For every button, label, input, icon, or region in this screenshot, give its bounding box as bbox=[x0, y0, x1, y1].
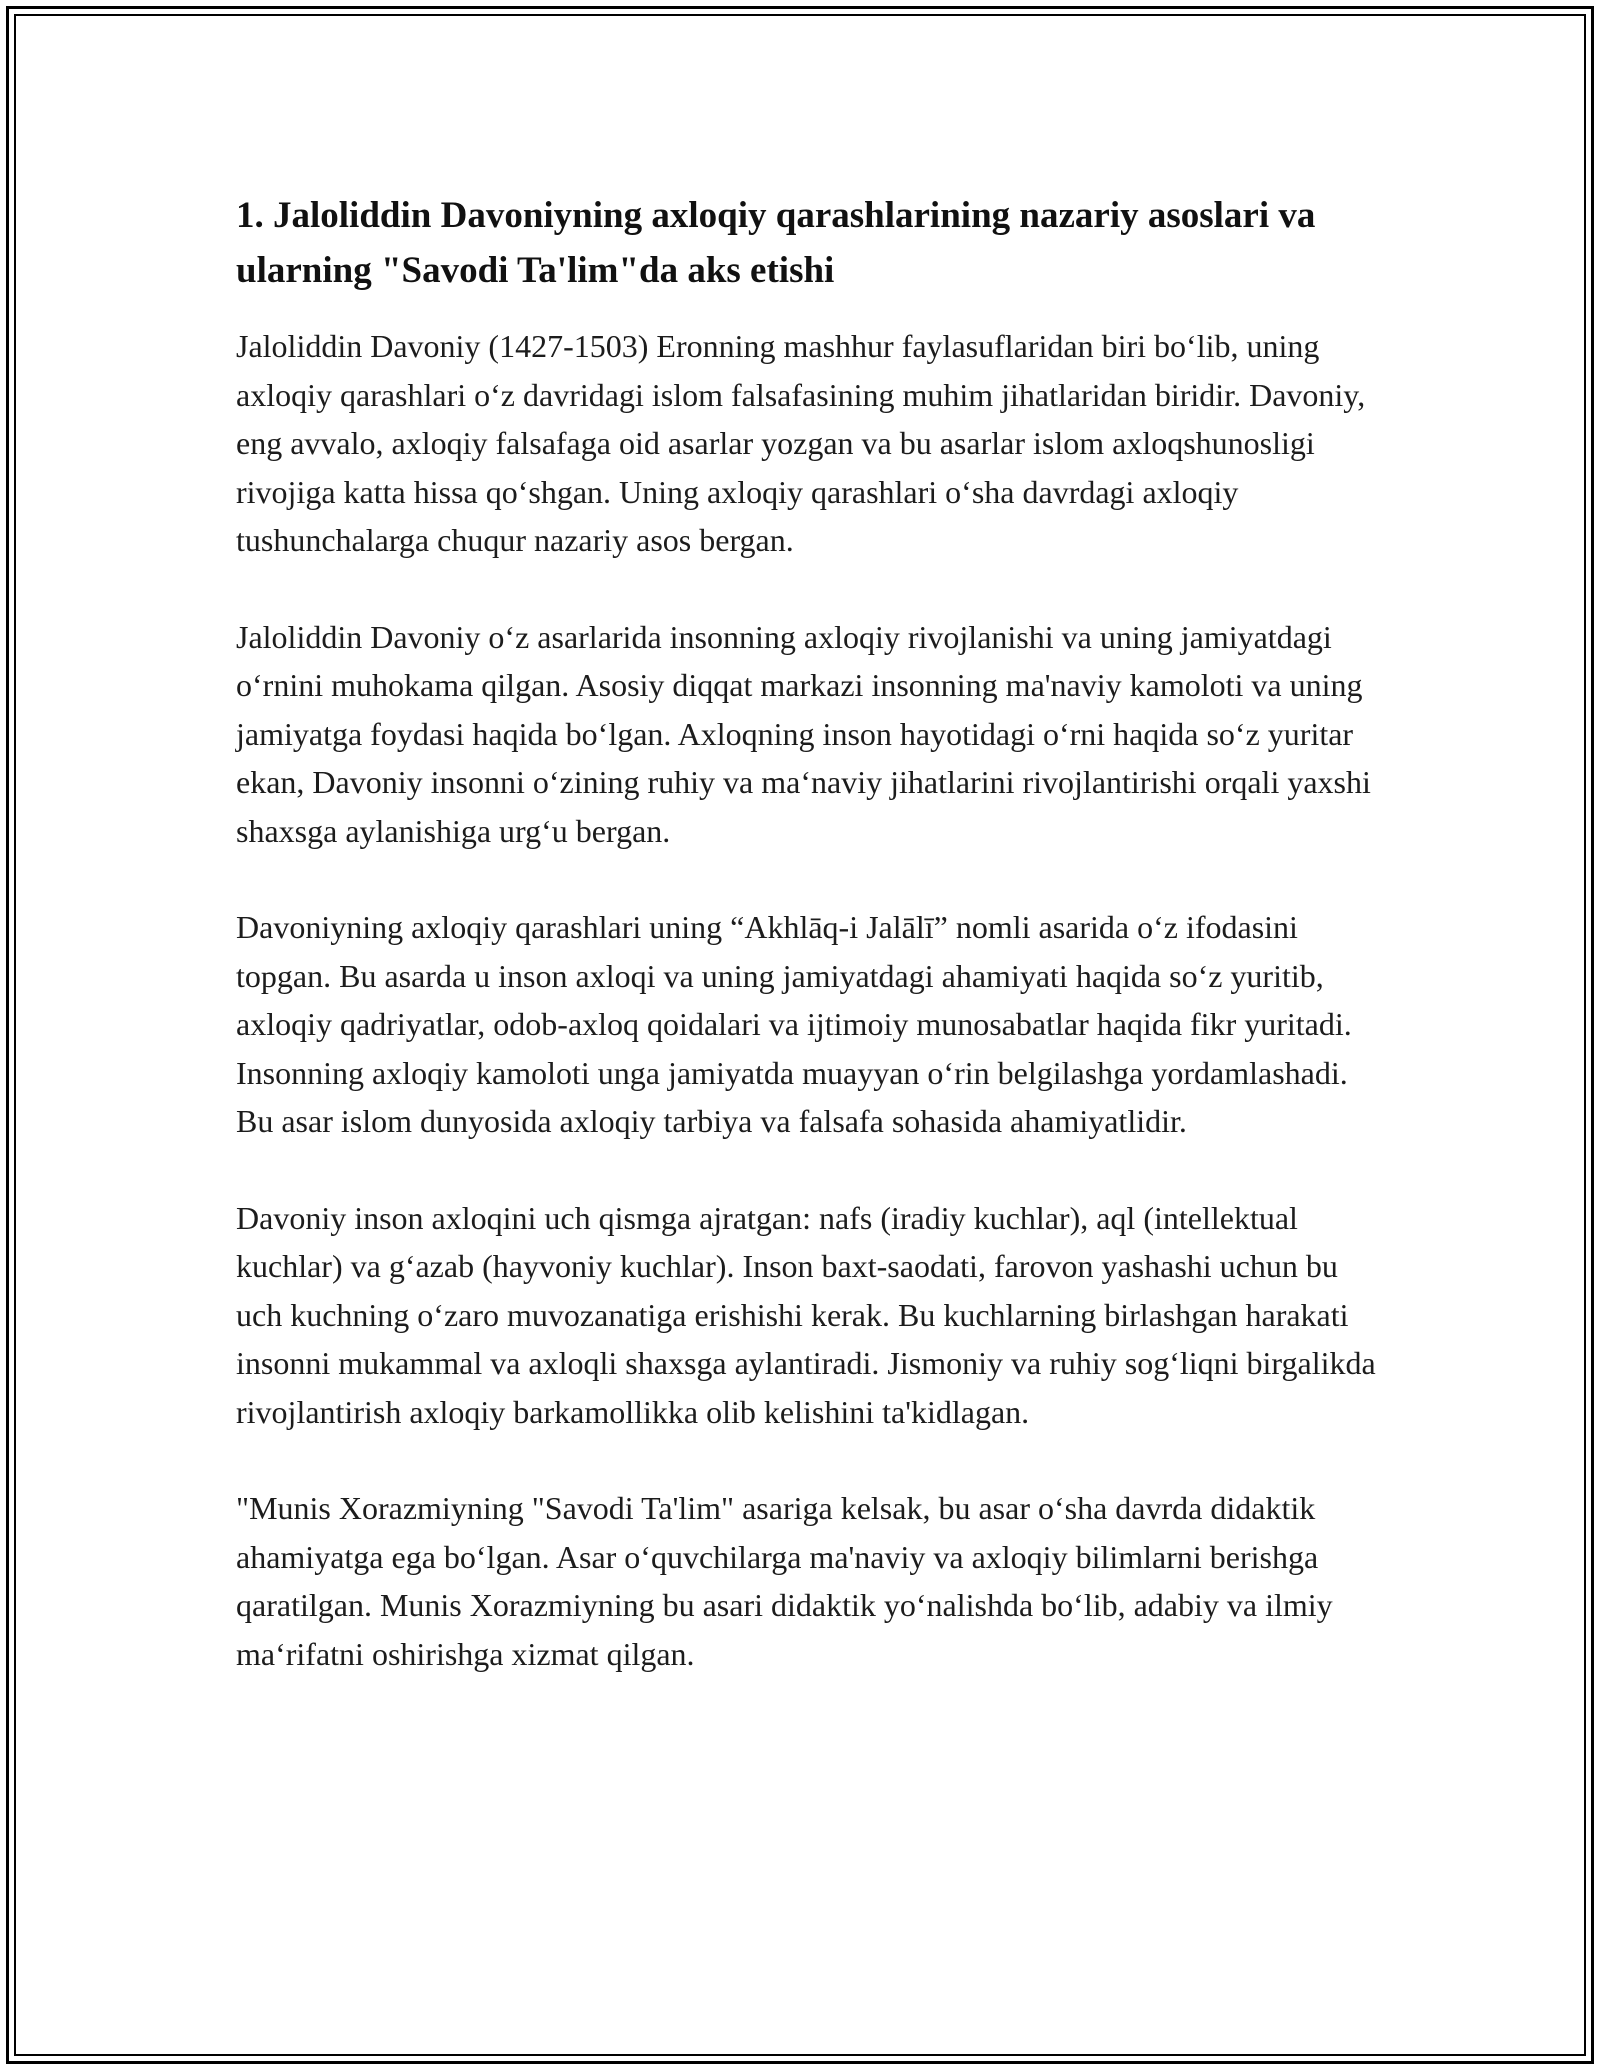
paragraph-5: "Munis Xorazmiyning "Savodi Ta'lim" asariga kelsak, bu asar o‘sha davrda didaktik ahamiyatga ega bo‘lgan. Asar o‘quvchilarga ma'naviy va axloqiy bilimlarni berishga qaratilgan. Munis Xorazmiyning bu asari didaktik yo‘nalishda bo‘lib, adabiy va ilmiy ma‘rifatni oshirishga xizmat qilgan. bbox=[236, 1490, 1333, 1672]
document-body bbox=[236, 188, 1376, 1726]
paragraph-2: Jaloliddin Davoniy o‘z asarlarida insonning axloqiy rivojlanishi va uning jamiyatdagi o‘rnini muhokama qilgan. Asosiy diqqat markazi insonning ma'naviy kamoloti va uning jamiyatga foydasi haqida bo‘lgan. Axloqning inson hayotidagi o‘rni haqida so‘z yuritar ekan, Davoniy insonni o‘zining ruhiy va ma‘naviy jihatlarini rivojlantirishi orqali yaxshi shaxsga aylanishiga urg‘u bergan. bbox=[236, 618, 1371, 849]
paragraph-4: Davoniy inson axloqini uch qismga ajratgan: nafs (iradiy kuchlar), aql (intellektual kuchlar) va g‘azab (hayvoniy kuchlar). Inson baxt-saodati, farovon yashashi uchun bu uch kuchning o‘zaro muvozanatiga erishishi kerak. Bu kuchlarning birlashgan harakati insonni mukammal va axloqli shaxsga aylantiradi. Jismoniy va ruhiy sog‘liqni birgalikda rivojlantirish axloqiy barkamollikka olib kelishini ta'kidlagan. bbox=[236, 1199, 1376, 1430]
paragraph-1: Jaloliddin Davoniy (1427-1503) Eronning mashhur faylasuflaridan biri bo‘lib, uning axloqiy qarashlari o‘z davridagi islom falsafasining muhim jihatlaridan biridir. Davoniy, eng avvalo, axloqiy falsafaga oid asarlar yozgan va bu asarlar islom axloqshunosligi rivojiga katta hissa qo‘shgan. Uning axloqiy qarashlari o‘sha davrdagi axloqiy tushunchalarga chuqur nazariy asos bergan. bbox=[236, 328, 1366, 558]
section-heading: 1. Jaloliddin Davoniyning axloqiy qarashlarining nazariy asoslari va ularning "Savodi Ta'lim"da aks etishi bbox=[236, 195, 1316, 291]
paragraph-3: Davoniyning axloqiy qarashlari uning “Akhlāq-i Jalālī” nomli asarida o‘z ifodasini topgan. Bu asarda u inson axloqi va uning jamiyatdagi ahamiyati haqida so‘z yuritib, axloqiy qadriyatlar, odob-axloq qoidalari va ijtimoiy munosabatlar haqida fikr yuritadi. Insonning axloqiy kamoloti unga jamiyatda muayyan o‘rin belgilashga yordamlashadi. Bu asar islom dunyosida axloqiy tarbiya va falsafa sohasida ahamiyatlidir. bbox=[236, 909, 1352, 1139]
